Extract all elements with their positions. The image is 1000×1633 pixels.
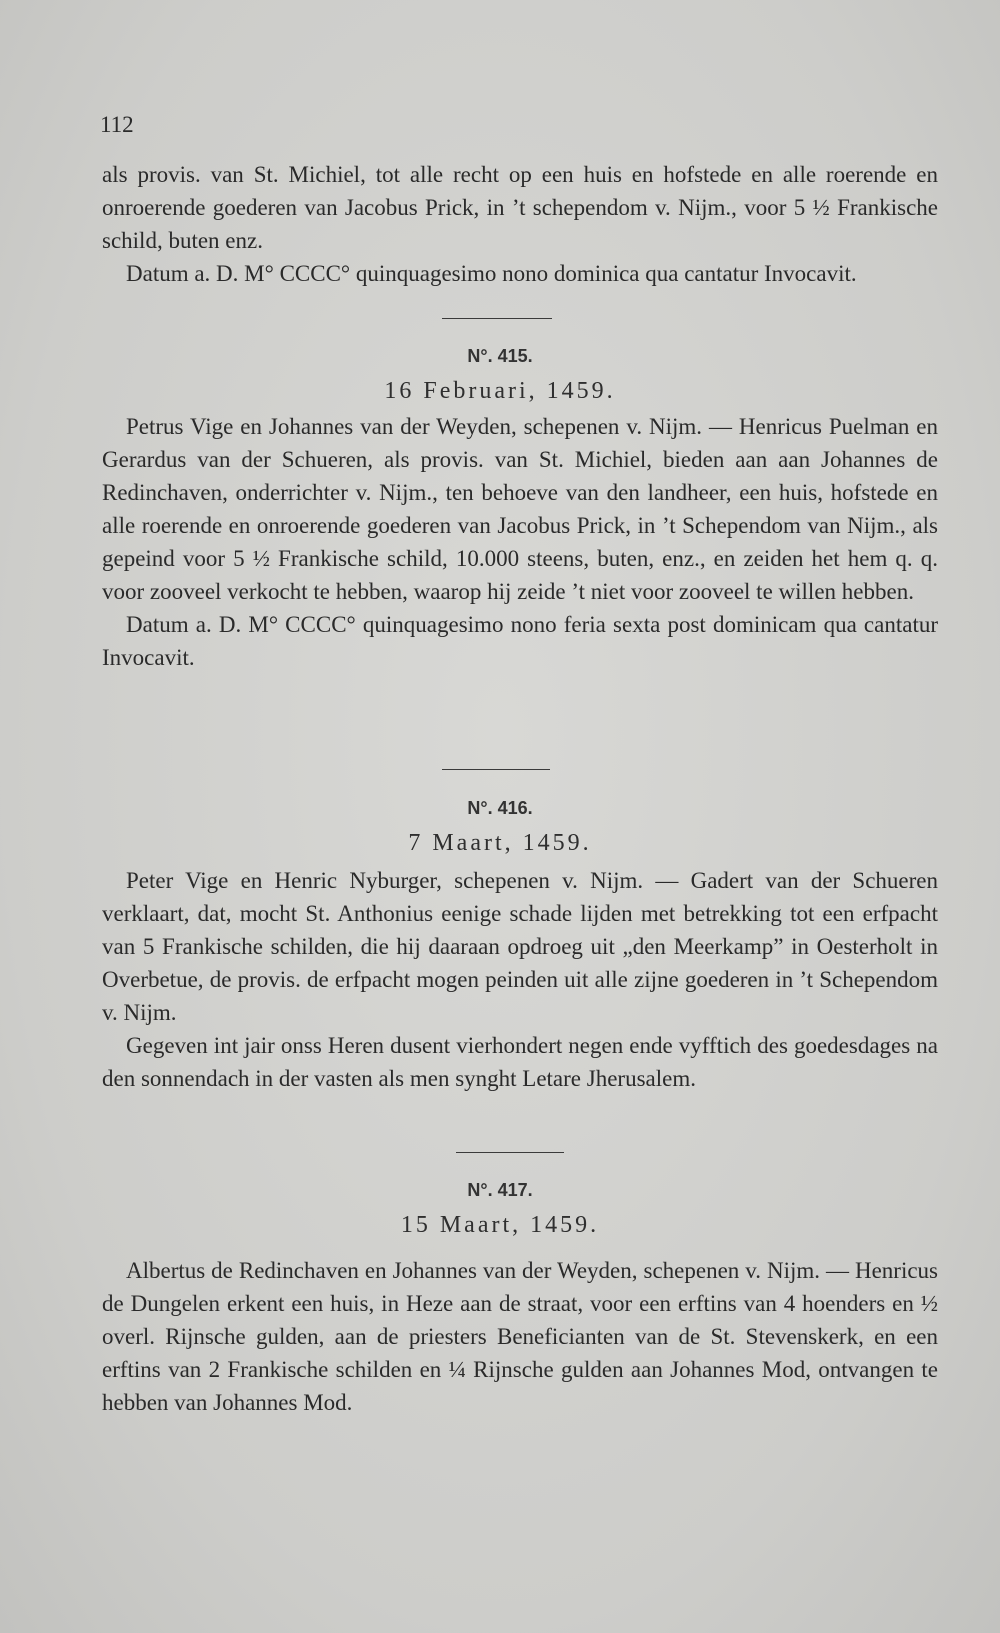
entry-415-date: 16 Februari, 1459. — [384, 378, 616, 404]
separator-rule — [442, 318, 552, 319]
intro-paragraph-1: als provis. van St. Michiel, tot alle recht op een huis en hofstede en alle roerende en onroerende goederen van Jacobus Prick, in ’t schependom v. Nijm., voor 5 ½ Frankische schild, buten enz. — [102, 162, 938, 253]
intro-paragraph-2: Datum a. D. M° CCCC° quinquagesimo nono dominica qua cantatur Invocavit. — [126, 261, 857, 286]
entry-415-number: N°. 415. — [467, 346, 533, 366]
entry-417-number: N°. 417. — [467, 1180, 533, 1200]
entry-415-paragraph-2: Datum a. D. M° CCCC° quinquagesimo nono feria sexta post dominicam qua cantatur Invocavit. — [102, 612, 938, 670]
entry-416-text — [102, 864, 938, 1095]
entry-416-paragraph-2: Gegeven int jair onss Heren dusent vierhondert negen ende vyfftich des goedesdages na den sonnendach in der vasten als men synght Letare Jherusalem. — [102, 1033, 938, 1091]
separator-rule — [442, 769, 550, 770]
entry-416-paragraph-1: Peter Vige en Henric Nyburger, schepenen v. Nijm. — Gadert van der Schueren verklaart, dat, mocht St. Anthonius eenige schade lijden met betrekking tot een erfpacht van 5 Frankische schilden, die hij daaraan opdroeg uit „den Meerkamp” in Oesterholt in Overbetue, de provis. de erfpacht mogen peinden uit alle zijne goederen in ’t Schependom v. Nijm. — [102, 868, 938, 1025]
entry-415-text — [102, 410, 938, 674]
entry-417-paragraph-1: Albertus de Redinchaven en Johannes van der Weyden, schepenen v. Nijm. — Henricus de Dungelen erkent een huis, in Heze aan de straat, voor een erftins van 4 hoenders en ½ overl. Rijnsche gulden, aan de priesters Beneficianten van de St. Stevenskerk, en een erftins van 2 Frankische schilden en ¼ Rijnsche gulden aan Johannes Mod, ontvangen te hebben van Johannes Mod. — [102, 1258, 938, 1415]
separator-rule — [456, 1152, 564, 1153]
page-number: 112 — [100, 112, 134, 137]
entry-416-number: N°. 416. — [467, 798, 533, 818]
intro-text — [102, 158, 938, 290]
entry-417-date: 15 Maart, 1459. — [400, 1212, 600, 1238]
entry-415-paragraph-1: Petrus Vige en Johannes van der Weyden, schepenen v. Nijm. — Henricus Puelman en Gerardus van der Schueren, als provis. van St. Michiel, bieden aan aan Johannes de Redinchaven, onderrichter v. Nijm., ten behoeve van den landheer, een huis, hofstede en alle roerende en onroerende goederen van Jacobus Prick, in ’t Schependom van Nijm., als gepeind voor 5 ½ Frankische schild, 10.000 steens, buten, enz., en zeiden het hem q. q. voor zooveel verkocht te hebben, waarop hij zeide ’t niet voor zooveel te willen hebben. — [102, 414, 938, 604]
entry-416-date: 7 Maart, 1459. — [408, 830, 592, 856]
entry-417-text — [102, 1254, 938, 1419]
